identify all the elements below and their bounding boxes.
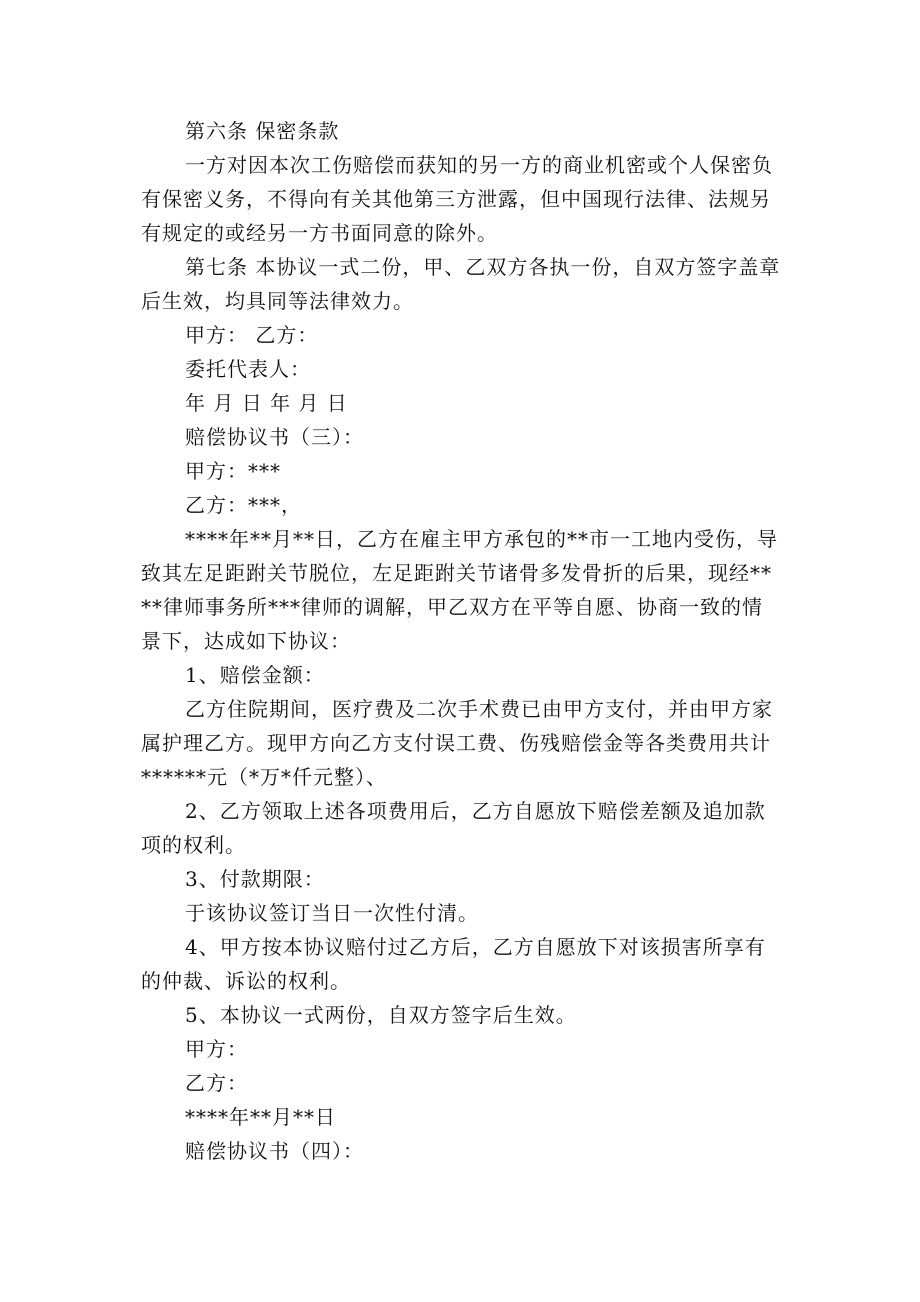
party-b-line: 乙方：***， — [185, 493, 302, 517]
payment-paragraph: 于该协议签订当日一次性付清。 — [185, 901, 479, 925]
party-a-signature: 甲方： — [185, 1037, 248, 1061]
item-3-heading: 3、付款期限： — [185, 867, 325, 891]
confidentiality-paragraph: 一方对因本次工伤赔偿而获知的另一方的商业机密或个人保密负有保密义务，不得向有关其他第三方泄露，但中国现行法律、法规另有规定的或经另一方书面同意的除外。 — [141, 153, 773, 245]
item-2-paragraph: 2、乙方领取上述各项费用后，乙方自愿放下赔偿差额及追加款项的权利。 — [141, 799, 766, 857]
item-4-paragraph: 4、甲方按本协议赔付过乙方后，乙方自愿放下对该损害所享有的仲裁、诉讼的权利。 — [141, 935, 766, 993]
article-6-heading: 第六条 保密条款 — [185, 119, 340, 143]
incident-paragraph: ****年**月**日，乙方在雇主甲方承包的**市一工地内受伤，导致其左足距跗关节脱位，左足距跗关节诸骨多发骨折的后果，现经****律师事务所***律师的调解，甲乙双方在平等自愿、协商一致的情景下，达成如下协议： — [141, 527, 778, 653]
article-7-paragraph: 第七条 本协议一式二份，甲、乙双方各执一份，自双方签字盖章后生效，均具同等法律效力。 — [141, 255, 781, 313]
representative-line: 委托代表人： — [185, 357, 311, 381]
party-a-line: 甲方：*** — [185, 459, 281, 483]
party-signature-line: 甲方： 乙方： — [185, 323, 319, 347]
agreement-3-title: 赔偿协议书（三）： — [185, 425, 364, 449]
compensation-paragraph: 乙方住院期间，医疗费及二次手术费已由甲方支付，并由甲方家属护理乙方。现甲方向乙方支付误工费、伤残赔偿金等各类费用共计******元（*万*仟元整）、 — [141, 697, 773, 789]
item-5-paragraph: 5、本协议一式两份，自双方签字后生效。 — [185, 1003, 577, 1027]
party-b-signature: 乙方： — [185, 1071, 248, 1095]
document-body — [141, 114, 781, 1168]
item-1-heading: 1、赔偿金额： — [185, 663, 325, 687]
signing-date: ****年**月**日 — [185, 1105, 336, 1129]
agreement-4-title: 赔偿协议书（四）： — [185, 1139, 364, 1163]
date-line: 年 月 日 年 月 日 — [185, 391, 348, 415]
